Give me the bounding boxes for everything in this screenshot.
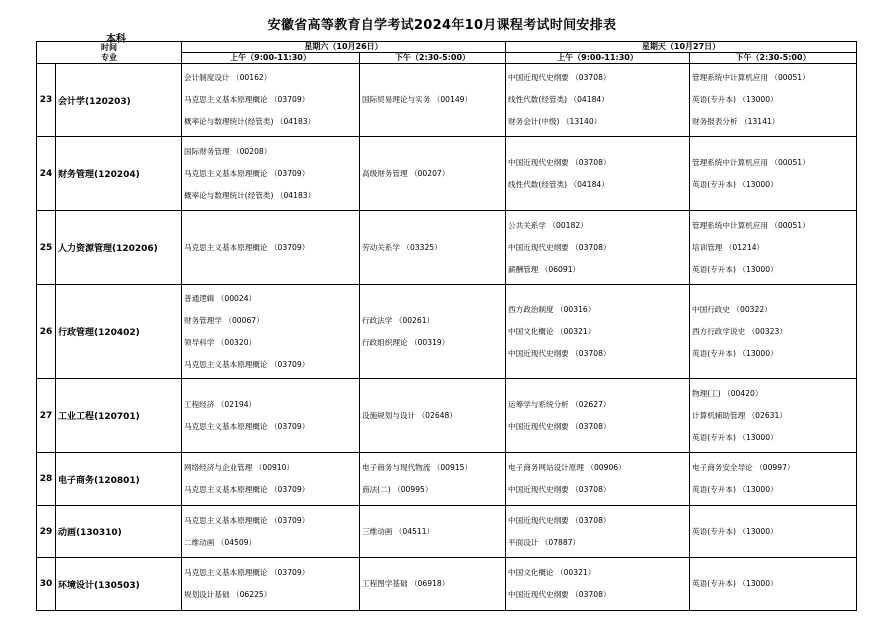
course-item: 中国近现代史纲要 （03708） — [508, 421, 611, 431]
course-cell-d2pm — [690, 64, 857, 137]
course-item: 平面设计 （07887） — [508, 537, 581, 547]
course-item: 规划设计基础 （06225） — [184, 590, 272, 599]
course-cell-d1pm — [360, 506, 506, 558]
header-day2-am: 上午（9:00-11:30） — [506, 53, 690, 64]
course-cell-d2am — [506, 211, 690, 285]
course-item: 高级财务管理 （00207） — [362, 168, 450, 178]
table-row — [37, 453, 857, 506]
course-item: 财务会计(中级) （13140） — [508, 117, 602, 126]
course-cell-d2am — [506, 285, 690, 379]
course-cell-d1pm — [360, 285, 506, 379]
course-item: 行政法学 （00261） — [362, 315, 435, 325]
course-item: 国际贸易理论与实务 （00149） — [362, 95, 473, 104]
course-cell-d2am — [506, 558, 690, 611]
row-number: 24 — [37, 137, 56, 211]
course-cell-d1am — [182, 379, 360, 453]
major-name: 行政管理(120402) — [56, 285, 182, 379]
course-cell-d1pm — [360, 453, 506, 506]
course-item: 马克思主义基本原理概论 （03709） — [184, 242, 310, 252]
table-row — [37, 211, 857, 285]
row-number: 30 — [37, 558, 56, 611]
header-day1-pm: 下午（2:30-5:00） — [360, 53, 506, 64]
header-day2: 星期天（10月27日） — [506, 42, 857, 53]
course-item: 电子商务安全导论 （00997） — [692, 463, 795, 472]
course-item: 中国近现代史纲要 （03708） — [508, 515, 611, 525]
course-item: 英语(专升本) （13000） — [692, 485, 778, 494]
course-item: 工程经济 （02194） — [184, 399, 257, 409]
course-cell-d2am — [506, 64, 690, 137]
course-item: 概率论与数理统计(经管类) （04183） — [184, 117, 316, 126]
course-item: 电子商务与现代物流 （00915） — [362, 463, 473, 472]
course-cell-d2am — [506, 506, 690, 558]
corner-major-label: 专业 — [101, 52, 117, 62]
header-day1-am: 上午（9:00-11:30） — [182, 53, 360, 64]
course-item: 英语(专升本) （13000） — [692, 179, 778, 189]
course-cell-d2pm — [690, 379, 857, 453]
course-cell-d1pm — [360, 558, 506, 611]
course-cell-d2pm — [690, 285, 857, 379]
major-name: 电子商务(120801) — [56, 453, 182, 506]
row-number: 26 — [37, 285, 56, 379]
course-cell-d2am — [506, 379, 690, 453]
page-title: 安徽省高等教育自学考试2024年10月课程考试时间安排表 — [267, 18, 617, 33]
course-cell-d1pm — [360, 137, 506, 211]
row-number: 23 — [37, 64, 56, 137]
row-number: 25 — [37, 211, 56, 285]
course-cell-d1pm — [360, 64, 506, 137]
course-item: 中国近现代史纲要 （03708） — [508, 157, 611, 167]
course-item: 网络经济与企业管理 （00910） — [184, 463, 295, 472]
course-item: 中国近现代史纲要 （03708） — [508, 242, 611, 252]
course-item: 薪酬管理 （06091） — [508, 264, 581, 274]
major-name: 会计学(120203) — [56, 64, 182, 137]
course-cell-d1pm — [360, 379, 506, 453]
course-item: 马克思主义基本原理概论 （03709） — [184, 515, 310, 525]
table-row — [37, 506, 857, 558]
course-item: 管理系统中计算机应用 （00051） — [692, 220, 810, 230]
major-name: 环境设计(130503) — [56, 558, 182, 611]
course-item: 英语(专升本) （13000） — [692, 579, 778, 588]
course-item: 英语(专升本) （13000） — [692, 432, 778, 442]
course-cell-d2pm — [690, 137, 857, 211]
course-item: 中国近现代史纲要 （03708） — [508, 590, 611, 599]
course-item: 运筹学与系统分析 （02627） — [508, 399, 611, 409]
course-cell-d2pm — [690, 558, 857, 611]
course-item: 线性代数(经管类) （04184） — [508, 179, 609, 189]
course-item: 西方行政学说史 （00323） — [692, 326, 787, 336]
course-item: 马克思主义基本原理概论 （03709） — [184, 168, 310, 178]
table-row — [37, 285, 857, 379]
course-item: 西方政治制度 （00316） — [508, 304, 596, 314]
course-item: 培训管理 （01214） — [692, 242, 765, 252]
course-cell-d1am — [182, 558, 360, 611]
table-row — [37, 379, 857, 453]
course-item: 英语(专升本) （13000） — [692, 264, 778, 274]
course-item: 中国文化概论 （00321） — [508, 326, 596, 336]
course-item: 中国文化概论 （00321） — [508, 568, 596, 577]
course-item: 马克思主义基本原理概论 （03709） — [184, 421, 310, 431]
header-corner — [37, 42, 182, 64]
course-cell-d2pm — [690, 211, 857, 285]
course-cell-d2am — [506, 453, 690, 506]
course-item: 线性代数(经管类) （04184） — [508, 95, 609, 104]
course-cell-d1am — [182, 285, 360, 379]
row-number: 29 — [37, 506, 56, 558]
course-item: 马克思主义基本原理概论 （03709） — [184, 359, 310, 369]
corner-time-label: 时间 — [101, 42, 117, 52]
major-name: 工业工程(120701) — [56, 379, 182, 453]
row-number: 28 — [37, 453, 56, 506]
course-item: 管理系统中计算机应用 （00051） — [692, 73, 810, 82]
level-label: 本科 — [106, 34, 126, 45]
header-day1: 星期六（10月26日） — [182, 42, 506, 53]
course-item: 英语(专升本) （13000） — [692, 95, 778, 104]
course-item: 电子商务网站设计原理 （00906） — [508, 463, 626, 472]
course-item: 中国近现代史纲要 （03708） — [508, 73, 611, 82]
row-number: 27 — [37, 379, 56, 453]
table-row — [37, 137, 857, 211]
course-item: 财务管理学 （00067） — [184, 315, 264, 325]
major-name: 财务管理(120204) — [56, 137, 182, 211]
course-cell-d1am — [182, 506, 360, 558]
course-item: 英语(专升本) （13000） — [692, 526, 778, 536]
course-item: 行政组织理论 （00319） — [362, 337, 450, 347]
course-cell-d2pm — [690, 453, 857, 506]
course-item: 马克思主义基本原理概论 （03709） — [184, 95, 310, 104]
course-cell-d1pm — [360, 211, 506, 285]
course-item: 概率论与数理统计(经管类) （04183） — [184, 190, 316, 200]
course-item: 商法(二) （00995） — [362, 485, 433, 494]
course-item: 英语(专升本) （13000） — [692, 348, 778, 358]
course-cell-d2am — [506, 137, 690, 211]
course-item: 中国近现代史纲要 （03708） — [508, 485, 611, 494]
course-item: 中国近现代史纲要 （03708） — [508, 348, 611, 358]
schedule-table — [36, 41, 857, 611]
course-item: 二维动画 （04509） — [184, 537, 257, 547]
course-item: 工程图学基础 （06918） — [362, 579, 450, 588]
table-row — [37, 558, 857, 611]
course-item: 中国行政史 （00322） — [692, 304, 772, 314]
course-item: 国际财务管理 （00208） — [184, 146, 272, 156]
course-item: 普通逻辑 （00024） — [184, 293, 257, 303]
major-name: 动画(130310) — [56, 506, 182, 558]
course-item: 财务报表分析 （13141） — [692, 117, 780, 126]
course-item: 管理系统中计算机应用 （00051） — [692, 157, 810, 167]
course-item: 马克思主义基本原理概论 （03709） — [184, 485, 310, 494]
course-item: 会计制度设计 （00162） — [184, 73, 272, 82]
header-day2-pm: 下午（2:30-5:00） — [690, 53, 857, 64]
table-row — [37, 64, 857, 137]
course-item: 领导科学 （00320） — [184, 337, 257, 347]
course-item: 三维动画 （04511） — [362, 526, 435, 536]
major-name: 人力资源管理(120206) — [56, 211, 182, 285]
course-item: 物理(工) （00420） — [692, 388, 763, 398]
course-cell-d1am — [182, 453, 360, 506]
course-item: 劳动关系学 （03325） — [362, 242, 442, 252]
course-item: 马克思主义基本原理概论 （03709） — [184, 568, 310, 577]
course-cell-d1am — [182, 211, 360, 285]
course-cell-d2pm — [690, 506, 857, 558]
course-item: 设施规划与设计 （02648） — [362, 410, 457, 420]
course-cell-d1am — [182, 64, 360, 137]
course-item: 计算机辅助管理 （02631） — [692, 410, 787, 420]
course-item: 公共关系学 （00182） — [508, 220, 588, 230]
course-cell-d1am — [182, 137, 360, 211]
